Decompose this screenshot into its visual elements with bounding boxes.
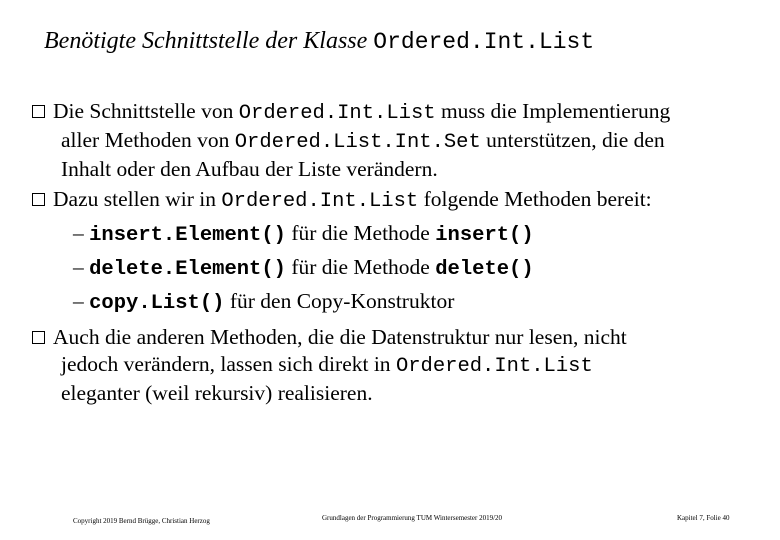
sub-item-copy: – copy.List() für den Copy-Konstruktor — [73, 289, 455, 315]
bullet-3 — [32, 324, 627, 407]
bullet-box-icon — [32, 193, 45, 206]
footer-copyright: Copyright 2019 Bernd Brügge, Christian Herzog — [73, 517, 210, 525]
footer-page: Kapitel 7, Folie 40 — [677, 514, 730, 522]
bullet-1-line-3: Inhalt oder den Aufbau der Liste verändern. — [61, 157, 438, 181]
slide-title — [44, 28, 594, 55]
bullet-3-line-3: eleganter (weil rekursiv) realisieren. — [61, 381, 373, 405]
bullet-box-icon — [32, 105, 45, 118]
sub-item-delete: – delete.Element() für die Methode delete() — [73, 255, 534, 281]
bullet-1-line-1: Die Schnittstelle von Ordered.Int.List muss die Implementierung — [32, 98, 670, 127]
bullet-3-line-1: Auch die anderen Methoden, die die Datenstruktur nur lesen, nicht — [32, 324, 627, 351]
bullet-box-icon — [32, 331, 45, 344]
bullet-2-line-1: Dazu stellen wir in Ordered.Int.List folgende Methoden bereit: — [32, 186, 652, 215]
bullet-1 — [32, 98, 670, 183]
footer-course: Grundlagen der Programmierung TUM Wintersemester 2019/20 — [322, 514, 503, 522]
bullet-3-line-2: jedoch verändern, lassen sich direkt in Ordered.Int.List — [61, 352, 593, 378]
bullet-1-line-2: aller Methoden von Ordered.List.Int.Set unterstützen, die den — [61, 128, 665, 154]
bullet-2 — [32, 186, 652, 215]
slide-title-code: Ordered.Int.List — [373, 29, 595, 55]
sub-item-insert: – insert.Element() für die Methode insert() — [73, 221, 534, 247]
slide-title-text: Benötigte Schnittstelle der Klasse — [44, 28, 374, 54]
